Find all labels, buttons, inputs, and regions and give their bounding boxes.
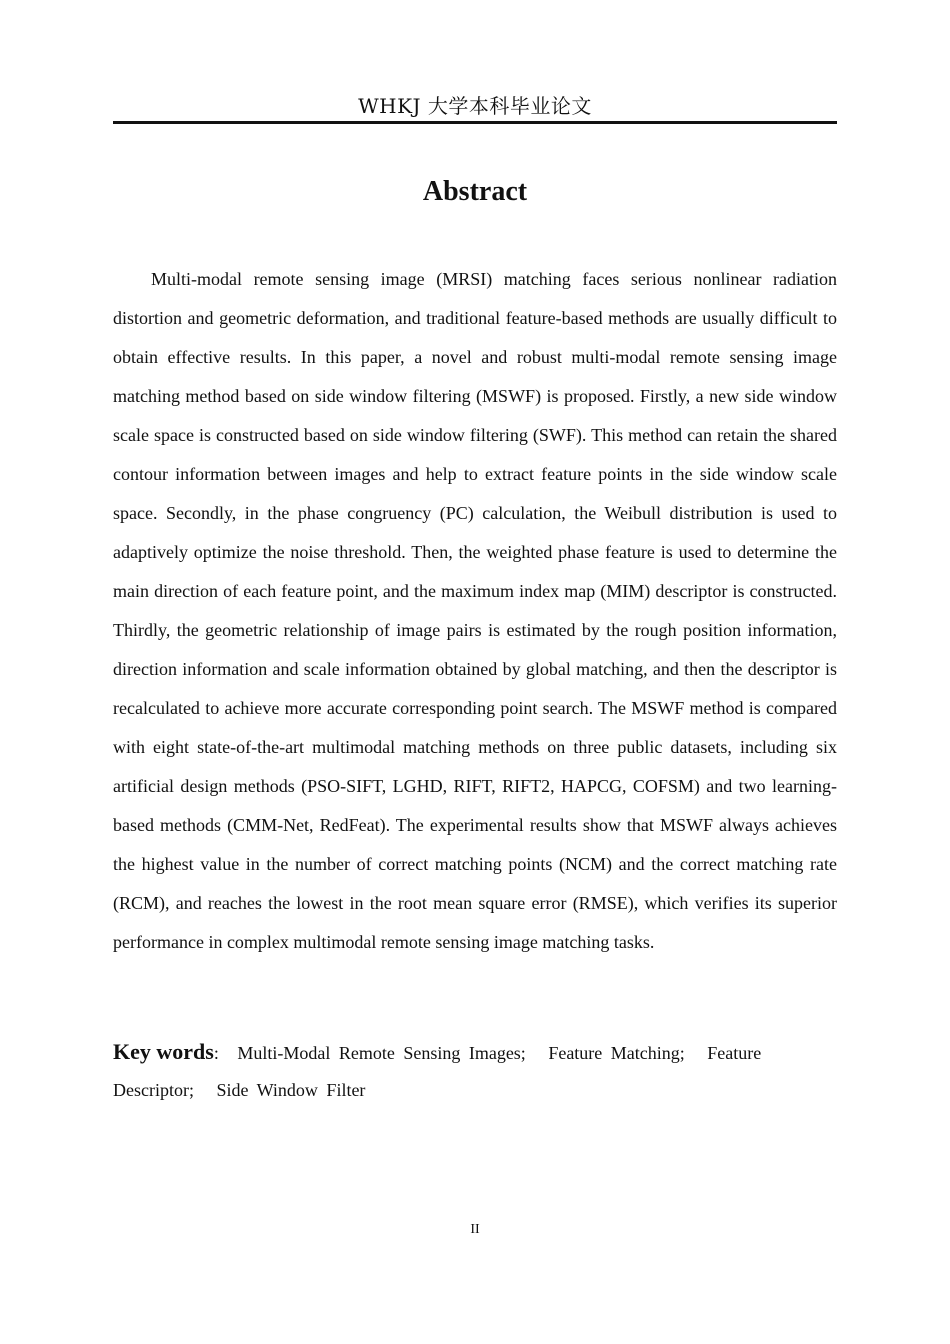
page-number: II bbox=[470, 1222, 480, 1237]
abstract-body: Multi-modal remote sensing image (MRSI) matching faces serious nonlinear radiation distortion and geometric deformation, and traditional feature-based methods are usually difficult to obtain effective results. In this paper, a novel and robust multi-modal remote sensing image matching method based on side window filtering (MSWF) is proposed. Firstly, a new side window scale space is constructed based on side window filtering (SWF). This method can retain the shared contour information between images and help to extract feature points in the side window scale space. Secondly, in the phase congruency (PC) calculation, the Weibull distribution is used to adaptively optimize the noise threshold. Then, the weighted phase feature is used to determine the main direction of each feature point, and the maximum index map (MIM) descriptor is constructed. Thirdly, the geometric relationship of image pairs is estimated by the rough position information, direction information and scale information obtained by global matching, and then the descriptor is recalculated to achieve more accurate corresponding point search. The MSWF method is compared with eight state-of-the-art multimodal matching methods on three public datasets, including six artificial design methods (PSO-SIFT, LGHD, RIFT, RIFT2, HAPCG, COFSM) and two learning-based methods (CMM-Net, RedFeat). The experimental results show that MSWF always achieves the highest value in the number of correct matching points (NCM) and the correct matching rate (RCM), and reaches the lowest in the root mean square error (RMSE), which verifies its superior performance in complex multimodal remote sensing image matching tasks. bbox=[113, 269, 837, 952]
keyword-item: Feature Matching; bbox=[548, 1043, 685, 1063]
abstract-title: Abstract bbox=[422, 176, 528, 207]
keyword-item: Side Window Filter bbox=[216, 1080, 366, 1100]
header-rule bbox=[113, 121, 837, 124]
keyword-item: Feature Descriptor; bbox=[113, 1043, 762, 1100]
keywords-label: Key words bbox=[113, 1039, 214, 1064]
keyword-item: Multi-Modal Remote Sensing Images; bbox=[237, 1043, 526, 1063]
keywords-separator: : bbox=[213, 1043, 219, 1063]
page-header-title: WHKJ 大学本科毕业论文 bbox=[358, 94, 592, 118]
keywords-section bbox=[113, 1033, 793, 1109]
